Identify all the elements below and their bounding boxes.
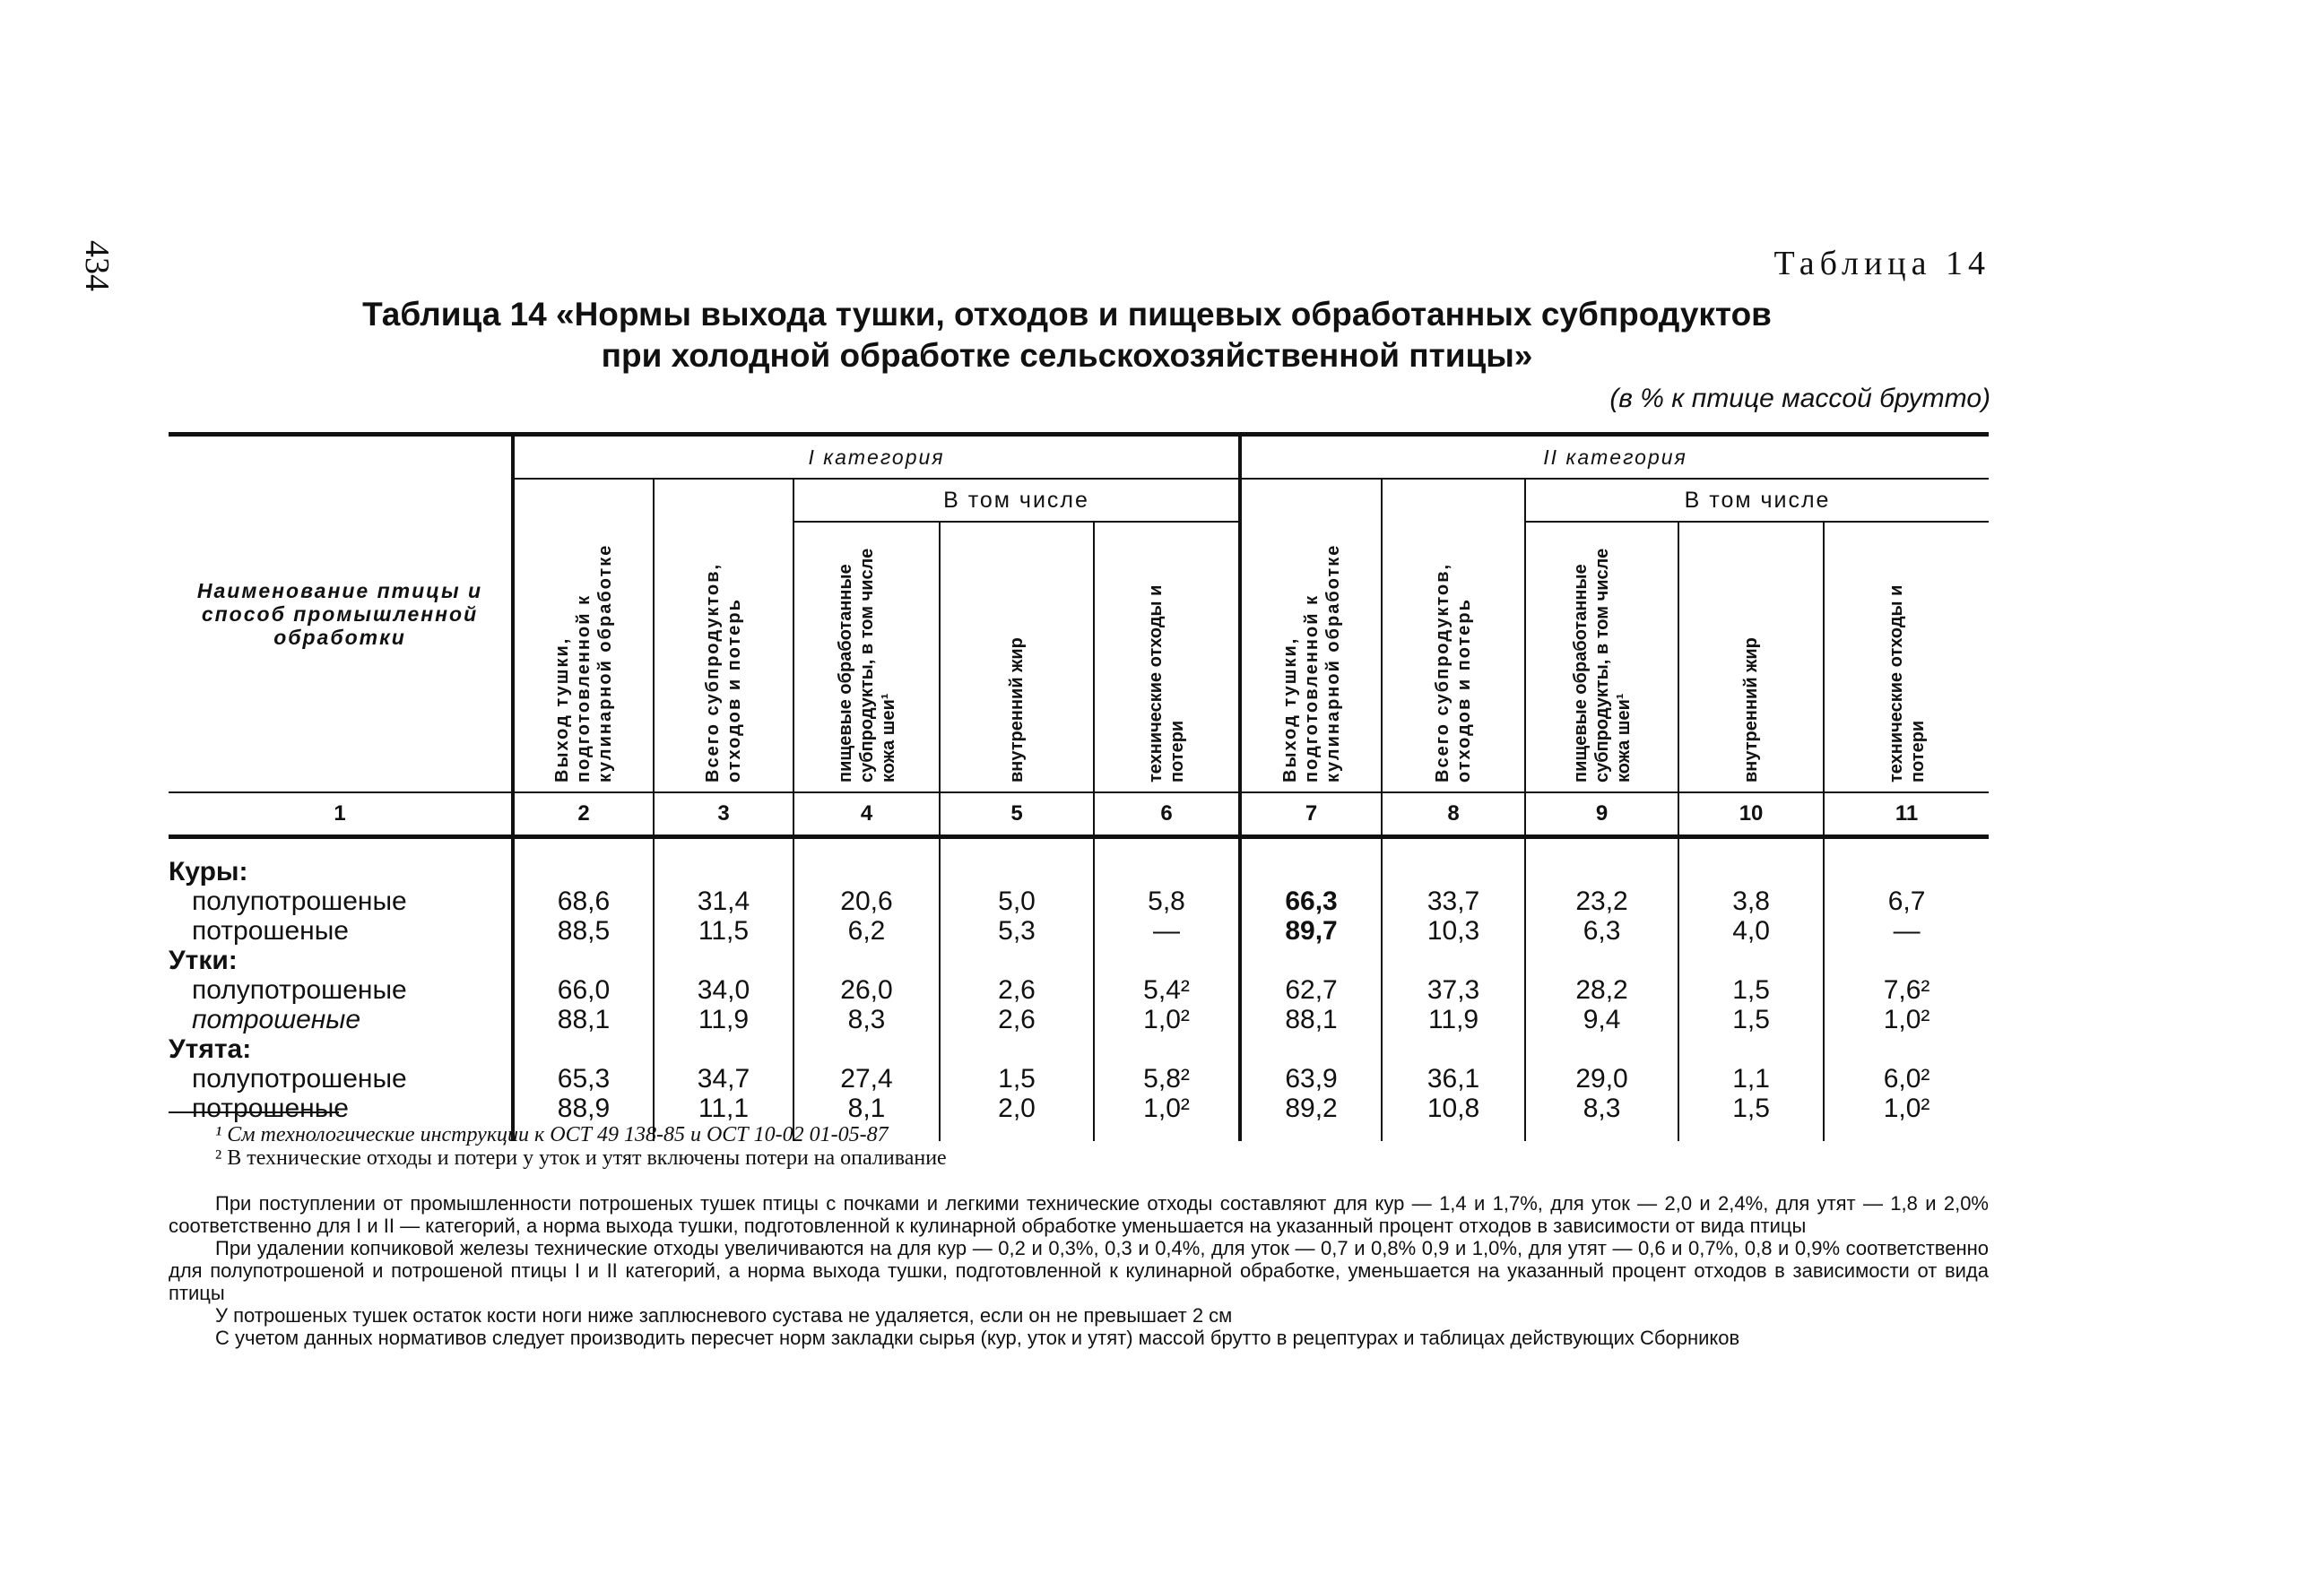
- empty-cell: [513, 946, 654, 975]
- cell: 88,5: [513, 916, 654, 946]
- cell: 1,0²: [1824, 1094, 1989, 1141]
- cell: 8,3: [1525, 1094, 1678, 1141]
- empty-cell: [1240, 946, 1382, 975]
- empty-cell: [654, 837, 793, 887]
- cell: —: [1824, 916, 1989, 946]
- cell: 66,0: [513, 975, 654, 1005]
- row-name: полупотрошеные: [192, 1064, 407, 1094]
- note-paragraph: При поступлении от промышленности потрошеных тушек птицы с почками и легкими технические отходы составляют для кур — 1,4 и 1,7%, для уток — 2,0 и 2,4%, для утят — 1,8 и 2,0% соответственно для I и II — категорий, а норма выхода тушки, подготовленной к кулинарной обработке уменьшается на указанный процент отходов в зависимости от вида птицы: [169, 1192, 1989, 1237]
- cell: 37,3: [1382, 975, 1525, 1005]
- norms-table-wrap: [169, 432, 1989, 1141]
- column-numbers-row: [169, 792, 1989, 837]
- cell: 29,0: [1525, 1064, 1678, 1094]
- empty-cell: [654, 946, 793, 975]
- cell: 5,4²: [1094, 975, 1240, 1005]
- empty-cell: [793, 837, 940, 887]
- row-name: потрошеные: [192, 916, 349, 946]
- cell: 34,7: [654, 1064, 793, 1094]
- row-name: полупотрошеные: [192, 975, 407, 1005]
- footnote-1: ¹ См технологические инструкции к ОСТ 49 138-85 и ОСТ 10-02 01-05-87: [215, 1123, 889, 1146]
- header-incl-1: В том числе: [793, 479, 1240, 522]
- header-cat2: II категория: [1240, 435, 1989, 480]
- cell: 5,8: [1094, 886, 1240, 916]
- empty-cell: [1824, 1034, 1989, 1064]
- cell: 1,5: [1678, 1094, 1824, 1141]
- empty-cell: [513, 1034, 654, 1064]
- cell: 11,1: [654, 1094, 793, 1141]
- row-name: потрошеные: [192, 1005, 361, 1034]
- empty-cell: [940, 1034, 1094, 1064]
- header-incl-2: В том числе: [1525, 479, 1989, 522]
- empty-cell: [1382, 946, 1525, 975]
- col-num: 1: [169, 792, 513, 837]
- cell: 28,2: [1525, 975, 1678, 1005]
- group-name: Куры:: [169, 857, 248, 886]
- cell: 5,8²: [1094, 1064, 1240, 1094]
- empty-cell: [1094, 1034, 1240, 1064]
- header-c10: внутренний жир: [1678, 522, 1824, 792]
- row-name: полупотрошеные: [192, 886, 407, 916]
- header-c11: технические отходы и потери: [1824, 522, 1989, 792]
- cell: 65,3: [513, 1064, 654, 1094]
- cell: 11,9: [1382, 1005, 1525, 1034]
- cell: —: [1094, 916, 1240, 946]
- header-c6: технические отходы и потери: [1094, 522, 1240, 792]
- empty-cell: [940, 837, 1094, 887]
- cell: 6,3: [1525, 916, 1678, 946]
- cell: 5,3: [940, 916, 1094, 946]
- cell: 6,0²: [1824, 1064, 1989, 1094]
- cell: 63,9: [1240, 1064, 1382, 1094]
- cell: 11,9: [654, 1005, 793, 1034]
- page-number: 434: [78, 240, 116, 291]
- header-c8: Всего субпродуктов, отходов и потерь: [1382, 479, 1525, 792]
- cell: 1,1: [1678, 1064, 1824, 1094]
- cell: 6,7: [1824, 886, 1989, 916]
- cell: 1,0²: [1094, 1005, 1240, 1034]
- empty-cell: [1240, 1034, 1382, 1064]
- cell: 89,2: [1240, 1094, 1382, 1141]
- header-c2: Выход тушки, подготовленной к кулинарной обработке: [513, 479, 654, 792]
- col-num: 2: [513, 792, 654, 837]
- table-row: [169, 1064, 1989, 1094]
- empty-cell: [513, 837, 654, 887]
- units-note: (в % к птице массой брутто): [1609, 384, 1990, 413]
- header-name-col: Наименование птицы и способ промышленной обработки: [169, 435, 513, 793]
- cell: 27,4: [793, 1064, 940, 1094]
- cell: 1,5: [1678, 1005, 1824, 1034]
- notes: [169, 1192, 1989, 1349]
- col-num: 9: [1525, 792, 1678, 837]
- group-row: [169, 946, 1989, 975]
- group-row: [169, 837, 1989, 887]
- cell: 7,6²: [1824, 975, 1989, 1005]
- cell: 88,1: [513, 1005, 654, 1034]
- cell: 3,8: [1678, 886, 1824, 916]
- cell: 88,9: [513, 1094, 654, 1141]
- empty-cell: [1824, 837, 1989, 887]
- empty-cell: [1382, 837, 1525, 887]
- table-row: [169, 975, 1989, 1005]
- group-row: [169, 1034, 1989, 1064]
- table-row: [169, 916, 1989, 946]
- title-line-1: Таблица 14 «Нормы выхода тушки, отходов и пищевых обработанных субпродуктов: [362, 296, 1772, 333]
- group-name: Утки:: [169, 946, 238, 975]
- table-label: Таблица 14: [1773, 245, 1990, 282]
- empty-cell: [1678, 946, 1824, 975]
- empty-cell: [1094, 837, 1240, 887]
- header-cat1: I категория: [513, 435, 1240, 480]
- empty-cell: [654, 1034, 793, 1064]
- col-num: 10: [1678, 792, 1824, 837]
- cell: 1,5: [940, 1064, 1094, 1094]
- empty-cell: [1525, 1034, 1678, 1064]
- title-line-2: при холодной обработке сельскохозяйственной птицы»: [601, 337, 1533, 374]
- cell: 8,3: [793, 1005, 940, 1034]
- cell: 11,5: [654, 916, 793, 946]
- empty-cell: [1678, 837, 1824, 887]
- cell: 5,0: [940, 886, 1094, 916]
- empty-cell: [1240, 837, 1382, 887]
- cell: 1,0²: [1094, 1094, 1240, 1141]
- col-num: 11: [1824, 792, 1989, 837]
- note-paragraph: При удалении копчиковой железы технические отходы увеличиваются на для кур — 0,2 и 0,3%, 0,3 и 0,4%, для уток — 0,7 и 0,8% 0,9 и 1,0%, для утят — 0,6 и 0,7%, 0,8 и 0,9% соответственно для полупотрошеной и потрошеной птицы I и II категорий, а норма выхода тушки, подготовленной к кулинарной обработке, уменьшается на указанный процент отходов в зависимости от вида птицы: [169, 1237, 1989, 1304]
- cell: 20,6: [793, 886, 940, 916]
- cell: 68,6: [513, 886, 654, 916]
- empty-cell: [1094, 946, 1240, 975]
- page-title: [341, 294, 1793, 376]
- empty-cell: [1678, 1034, 1824, 1064]
- empty-cell: [793, 946, 940, 975]
- cell: 9,4: [1525, 1005, 1678, 1034]
- empty-cell: [1525, 837, 1678, 887]
- cell: 6,2: [793, 916, 940, 946]
- cell: 23,2: [1525, 886, 1678, 916]
- table-row: [169, 1005, 1989, 1034]
- cell: 2,6: [940, 1005, 1094, 1034]
- cell: 4,0: [1678, 916, 1824, 946]
- empty-cell: [1525, 946, 1678, 975]
- col-num: 6: [1094, 792, 1240, 837]
- note-paragraph: С учетом данных нормативов следует производить пересчет норм закладки сырья (кур, уток и утят) массой брутто в рецептурах и таблицах действующих Сборников: [215, 1327, 1740, 1349]
- cell: 10,8: [1382, 1094, 1525, 1141]
- header-c9: пищевые обработанные субпродукты, в том числе кожа шеи¹: [1525, 522, 1678, 792]
- norms-table: [169, 432, 1989, 1141]
- group-name: Утята:: [169, 1034, 252, 1064]
- cell: 10,3: [1382, 916, 1525, 946]
- footnote-2: ² В технические отходы и потери у уток и утят включены потери на опаливание: [215, 1146, 947, 1170]
- header-c5: внутренний жир: [940, 522, 1094, 792]
- header-c7: Выход тушки, подготовленной к кулинарной обработке: [1240, 479, 1382, 792]
- cell: 62,7: [1240, 975, 1382, 1005]
- empty-cell: [793, 1034, 940, 1064]
- cell: 88,1: [1240, 1005, 1382, 1034]
- cell: 2,6: [940, 975, 1094, 1005]
- cell: 36,1: [1382, 1064, 1525, 1094]
- header-c3: Всего субпродуктов, отходов и потерь: [654, 479, 793, 792]
- table-body: [169, 837, 1989, 1142]
- cell: 26,0: [793, 975, 940, 1005]
- cell: 8,1: [793, 1094, 940, 1141]
- col-num: 3: [654, 792, 793, 837]
- empty-cell: [1824, 946, 1989, 975]
- cell: 2,0: [940, 1094, 1094, 1141]
- note-paragraph: У потрошеных тушек остаток кости ноги ниже заплюсневого сустава не удаляется, если он не превышает 2 см: [215, 1304, 1233, 1327]
- table-row: [169, 886, 1989, 916]
- col-num: 7: [1240, 792, 1382, 837]
- cell: 1,0²: [1824, 1005, 1989, 1034]
- cell: 1,5: [1678, 975, 1824, 1005]
- row-name: потрошеные: [192, 1094, 349, 1123]
- cell: 31,4: [654, 886, 793, 916]
- cell: 34,0: [654, 975, 793, 1005]
- footnotes: [215, 1123, 1650, 1170]
- cell: 89,7: [1240, 916, 1382, 946]
- footnote-rule: [169, 1111, 339, 1113]
- col-num: 5: [940, 792, 1094, 837]
- empty-cell: [940, 946, 1094, 975]
- cell: 66,3: [1240, 886, 1382, 916]
- empty-cell: [1382, 1034, 1525, 1064]
- col-num: 4: [793, 792, 940, 837]
- col-num: 8: [1382, 792, 1525, 837]
- header-c4: пищевые обработанные субпродукты, в том числе кожа шеи¹: [793, 522, 940, 792]
- cell: 33,7: [1382, 886, 1525, 916]
